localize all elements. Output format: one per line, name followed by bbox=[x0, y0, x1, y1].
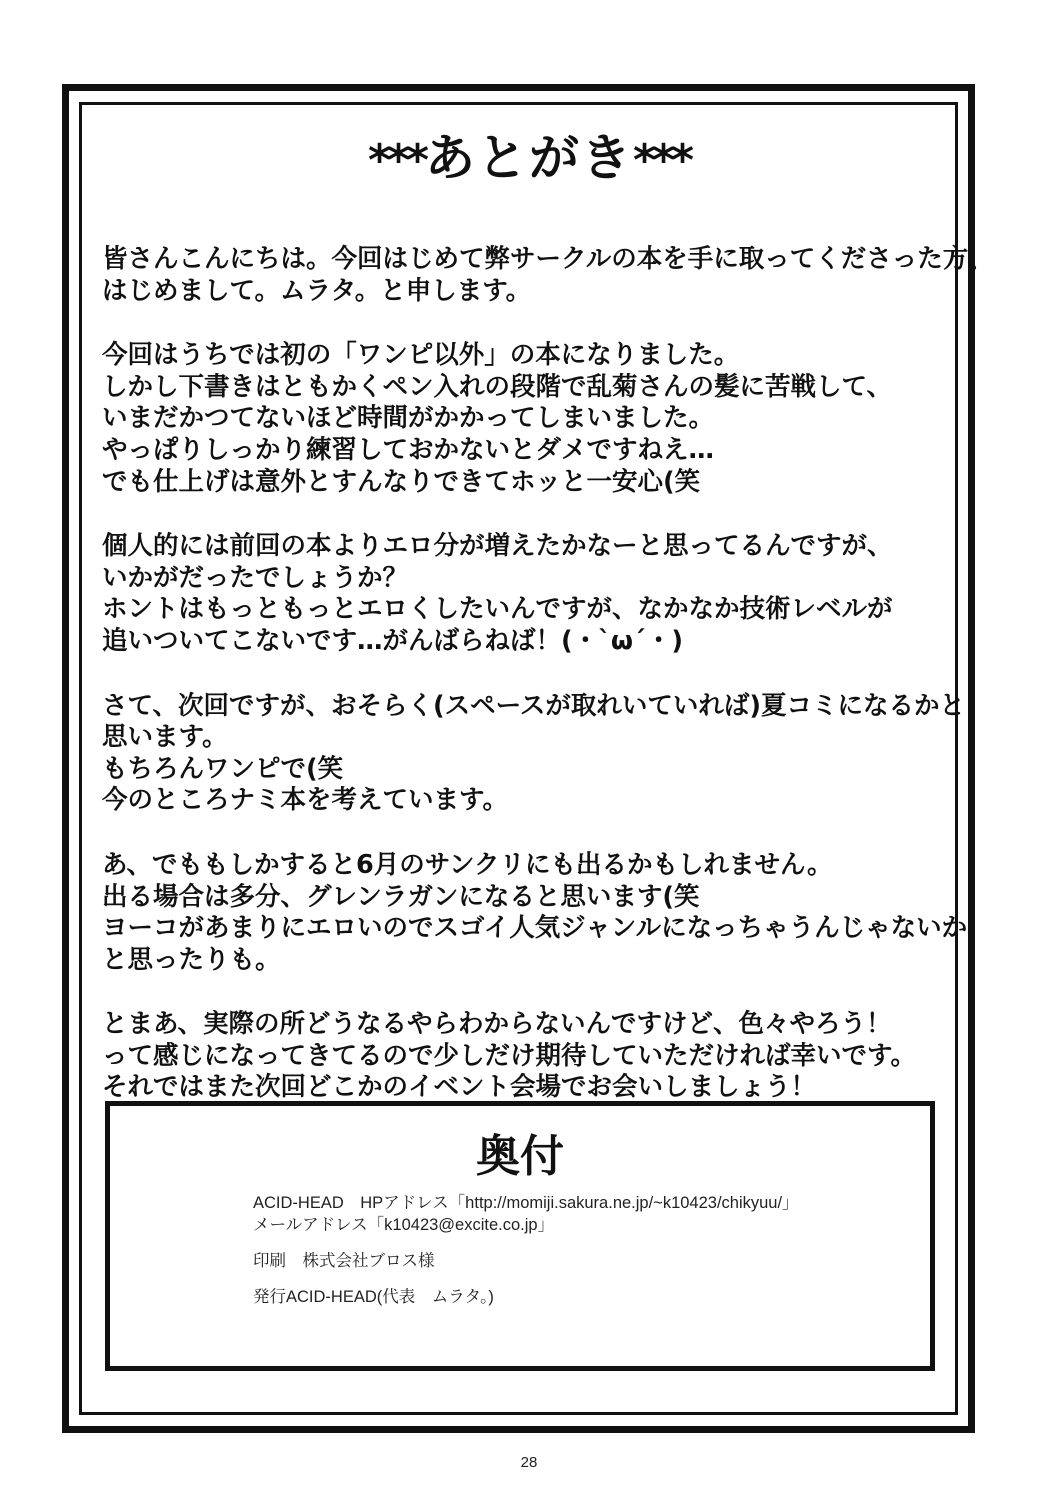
homepage-address: ACID-HEAD HPアドレス「http://momiji.sakura.ne.jp/~k10423/chikyuu/」 bbox=[253, 1194, 799, 1212]
printer-line: 印刷 株式会社ブロス様 bbox=[253, 1252, 435, 1270]
text-line: って感じになってきてるので少しだけ期待していただければ幸いです。 bbox=[102, 1040, 916, 1071]
text-line: 追いついてこないです…がんばらねば！(・`ω´・) bbox=[102, 625, 683, 656]
afterword-title-text: あとがき bbox=[425, 129, 633, 187]
text-line: 個人的には前回の本よりエロ分が増えたかなーと思ってるんですが、 bbox=[102, 531, 893, 562]
colophon-box bbox=[105, 1101, 935, 1371]
colophon-title: 奥付 bbox=[476, 1131, 564, 1182]
text-line: と思ったりも。 bbox=[102, 944, 281, 975]
text-line: 出る場合は多分、グレンラガンになると思います(笑 bbox=[102, 881, 700, 912]
text-line: あ、でももしかすると6月のサンクリにも出るかもしれません。 bbox=[102, 849, 833, 880]
text-line: やっぱりしっかり練習しておかないとダメですねえ… bbox=[102, 434, 715, 465]
paragraph-next-event bbox=[102, 690, 966, 817]
text-line: でも仕上げは意外とすんなりできてホッと一安心(笑 bbox=[102, 466, 701, 497]
publisher-line: 発行ACID-HEAD(代表 ムラタ。) bbox=[253, 1288, 494, 1306]
page-number: 28 bbox=[520, 1454, 538, 1471]
text-line: いまだかつてないほど時間がかかってしまいました。 bbox=[102, 403, 715, 434]
text-line: さて、次回ですが、おそらく(スペースが取れいていれば)夏コミになるかと bbox=[102, 690, 966, 721]
afterword-heading bbox=[0, 118, 1058, 190]
text-line: ヨーコがあまりにエロいのでスゴイ人気ジャンルになっちゃうんじゃないか bbox=[102, 913, 968, 944]
text-line: 皆さんこんにちは。今回はじめて弊サークルの本を手に取ってくださった方、 bbox=[102, 244, 994, 274]
paragraph-closing bbox=[102, 1009, 942, 1104]
text-line: ホントはもっともっとエロくしたいんですが、なかなか技術レベルが bbox=[102, 594, 893, 625]
paragraph-greeting bbox=[102, 244, 994, 307]
text-line: 今回はうちでは初の「ワンピ以外」の本になりました。 bbox=[102, 340, 740, 371]
text-line: 今のところナミ本を考えています。 bbox=[102, 785, 508, 816]
asterisk-decoration-right: *** bbox=[633, 135, 691, 186]
mail-address: メールアドレス「k10423@excite.co.jp」 bbox=[253, 1216, 555, 1234]
afterword-body bbox=[102, 244, 994, 1137]
asterisk-decoration-left: *** bbox=[367, 135, 425, 186]
text-line: とまあ、実際の所どうなるやらわからないんですけど、色々やろう！ bbox=[102, 1009, 892, 1040]
text-line: それではまた次回どこかのイベント会場でお会いしましょう！ bbox=[102, 1072, 817, 1103]
text-line: しかし下書きはともかくペン入れの段階で乱菊さんの髪に苦戦して、 bbox=[102, 371, 892, 402]
paragraph-impressions bbox=[102, 531, 942, 657]
text-line: もちろんワンピで(笑 bbox=[102, 753, 344, 784]
text-line: 思います。 bbox=[102, 722, 228, 753]
text-line: はじめまして。ムラタ。と申します。 bbox=[102, 275, 532, 306]
paragraph-this-book bbox=[102, 340, 942, 498]
paragraph-sunkuri bbox=[102, 849, 968, 976]
text-line: いかがだったでしょうか？ bbox=[102, 562, 409, 593]
colophon-info bbox=[253, 1192, 903, 1308]
